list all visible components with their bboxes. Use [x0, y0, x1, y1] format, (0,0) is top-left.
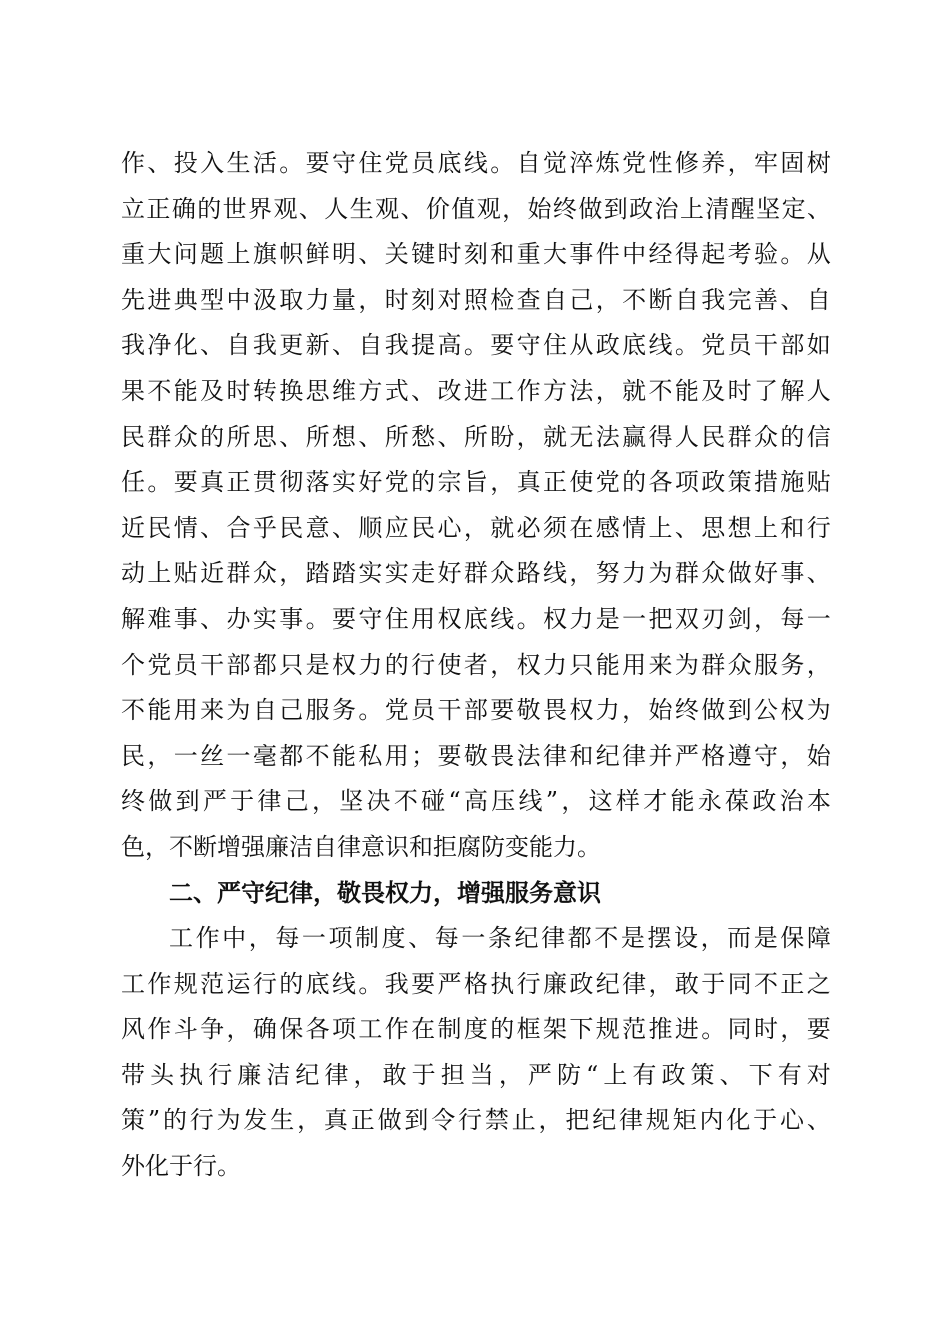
- paragraph-line: 先 进 典 型 中 汲 取 力 量 ， 时 刻 对 照 检 查 自 己 ， 不 断 自 我 完 善 、 自: [121, 285, 831, 314]
- paragraph-line: 风 作 斗 争 ， 确 保 各 项 工 作 在 制 度 的 框 架 下 规 范 推 进 。 同 时 ， 要: [121, 1015, 831, 1044]
- paragraph-line: 任 。 要 真 正 贯 彻 落 实 好 党 的 宗 旨 ， 真 正 使 党 的 各 项 政 策 措 施 贴: [121, 468, 831, 497]
- paragraph-line: 工 作 中 ， 每 一 项 制 度 、 每 一 条 纪 律 都 不 是 摆 设 ， 而 是 保 障: [169, 924, 831, 953]
- paragraph-line: 立 正 确 的 世 界 观 、 人 生 观 、 价 值 观 ， 始 终 做 到 政 治 上 清 醒 坚 定 、: [121, 194, 831, 223]
- paragraph-line: 作 、 投 入 生 活 。 要 守 住 党 员 底 线 。 自 觉 淬 炼 党 性 修 养 ， 牢 固 树: [121, 149, 831, 177]
- paragraph-line: 终 做 到 严 于 律 己 ， 坚 决 不 碰 “ 高 压 线 ” ， 这 样 才 能 永 葆 政 治 本: [121, 787, 831, 816]
- paragraph-line: 民 ， 一 丝 一 毫 都 不 能 私 用 ； 要 敬 畏 法 律 和 纪 律 并 严 格 遵 守 ， 始: [121, 741, 831, 770]
- paragraph-line: 不 能 用 来 为 自 己 服 务 。 党 员 干 部 要 敬 畏 权 力 ， 始 终 做 到 公 权 为: [121, 696, 831, 725]
- paragraph-line: 我 净 化 、 自 我 更 新 、 自 我 提 高 。 要 守 住 从 政 底 线 。 党 员 干 部 如: [121, 331, 831, 360]
- paragraph-line: 民 群 众 的 所 思 、 所 想 、 所 愁 、 所 盼 ， 就 无 法 赢 得 人 民 群 众 的 信: [121, 422, 831, 451]
- paragraph-line: 动 上 贴 近 群 众 ， 踏 踏 实 实 走 好 群 众 路 线 ， 努 力 为 群 众 做 好 事 、: [121, 559, 831, 588]
- paragraph-line: 带 头 执 行 廉 洁 纪 律 ， 敢 于 担 当 ， 严 防 “ 上 有 政 策 、 下 有 对: [121, 1060, 831, 1089]
- document-body: [121, 141, 831, 1190]
- paragraph-line: 解 难 事 、 办 实 事 。 要 守 住 用 权 底 线 。 权 力 是 一 把 双 刃 剑 ， 每 一: [121, 604, 831, 633]
- paragraph-line: 果 不 能 及 时 转 换 思 维 方 式 、 改 进 工 作 方 法 ， 就 不 能 及 时 了 解 人: [121, 376, 831, 405]
- paragraph-line: 个 党 员 干 部 都 只 是 权 力 的 行 使 者 ， 权 力 只 能 用 来 为 群 众 服 务 ，: [121, 650, 831, 679]
- paragraph-line: 重 大 问 题 上 旗 帜 鲜 明 、 关 键 时 刻 和 重 大 事 件 中 经 得 起 考 验 。 从: [121, 240, 831, 269]
- paragraph-line: 外化于行。: [121, 1152, 241, 1181]
- section-heading: 二、严守纪律，敬畏权力，增强服务意识: [169, 878, 601, 907]
- paragraph-line: 近 民 情 、 合 乎 民 意 、 顺 应 民 心 ， 就 必 须 在 感 情 上 、 思 想 上 和 行: [121, 513, 831, 542]
- paragraph-line: 工 作 规 范 运 行 的 底 线 。 我 要 严 格 执 行 廉 政 纪 律 ， 敢 于 同 不 正 之: [121, 969, 831, 998]
- paragraph-line: 策 ” 的 行 为 发 生 ， 真 正 做 到 令 行 禁 止 ， 把 纪 律 规 矩 内 化 于 心 、: [121, 1106, 831, 1135]
- paragraph-line: 色，不断增强廉洁自律意识和拒腐防变能力。: [121, 832, 601, 861]
